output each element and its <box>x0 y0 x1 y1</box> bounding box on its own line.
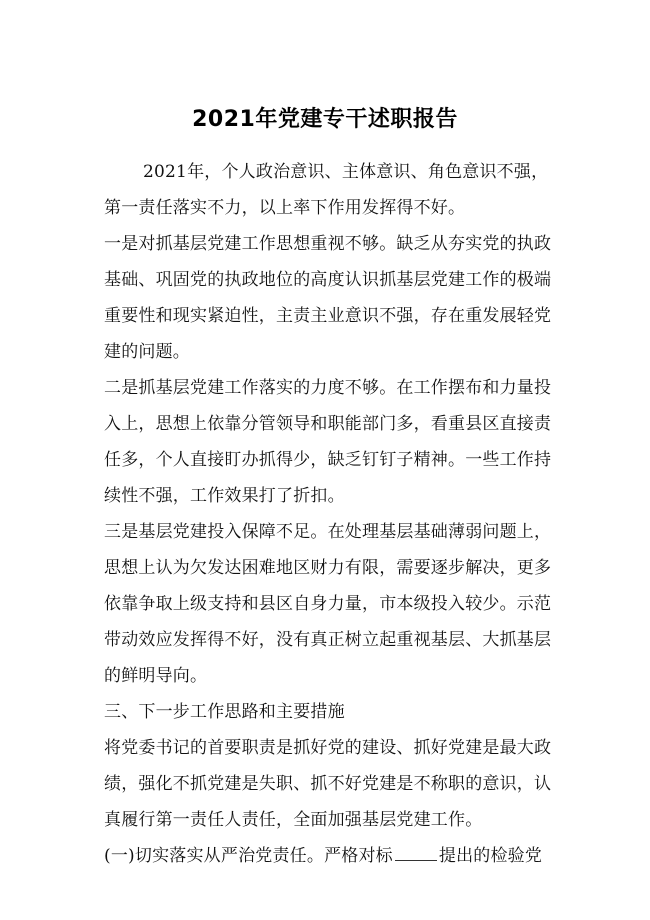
paragraph-line: 绩，强化不抓党建是失职、抓不好党建是不称职的意识，认 <box>104 774 552 794</box>
paragraph-line: 续性不强，工作效果打了折扣。 <box>104 486 345 506</box>
line-text-after-blank: 提出的检验党 <box>438 846 543 866</box>
paragraph-line-with-blank <box>104 846 542 866</box>
document-title: 2021年党建专干述职报告 <box>192 107 458 132</box>
paragraph-line: 重要性和现实紧迫性，主责主业意识不强，存在重发展轻党 <box>104 306 552 326</box>
paragraph-line: 一是对抓基层党建工作思想重视不够。缺乏从夯实党的执政 <box>104 234 552 254</box>
fill-in-blank <box>395 846 437 861</box>
section-heading: 三、下一步工作思路和主要措施 <box>104 702 345 722</box>
line-text-before-blank: (一)切实落实从严治党责任。严格对标 <box>104 846 393 866</box>
paragraph-line: 思想上认为欠发达困难地区财力有限，需要逐步解决，更多 <box>104 558 552 578</box>
paragraph-line: 带动效应发挥得不好，没有真正树立起重视基层、大抓基层 <box>104 630 552 650</box>
paragraph-line: 依靠争取上级支持和县区自身力量，市本级投入较少。示范 <box>104 594 552 614</box>
paragraph-line: 第一责任落实不力，以上率下作用发挥得不好。 <box>104 198 466 218</box>
paragraph-line: 2021年，个人政治意识、主体意识、角色意识不强， <box>143 162 549 182</box>
paragraph-line: 将党委书记的首要职责是抓好党的建设、抓好党建是最大政 <box>104 738 552 758</box>
paragraph-line: 三是基层党建投入保障不足。在处理基层基础薄弱问题上， <box>104 522 552 542</box>
paragraph-line: 入上，思想上依靠分管领导和职能部门多，看重县区直接责 <box>104 414 552 434</box>
paragraph-line: 二是抓基层党建工作落实的力度不够。在工作摆布和力量投 <box>104 378 552 398</box>
paragraph-line: 基础、巩固党的执政地位的高度认识抓基层党建工作的极端 <box>104 270 552 290</box>
paragraph-line: 任多，个人直接盯办抓得少，缺乏钉钉子精神。一些工作持 <box>104 450 552 470</box>
paragraph-line: 建的问题。 <box>104 342 190 362</box>
paragraph-line: 真履行第一责任人责任，全面加强基层党建工作。 <box>104 810 483 830</box>
paragraph-line: 的鲜明导向。 <box>104 666 208 686</box>
